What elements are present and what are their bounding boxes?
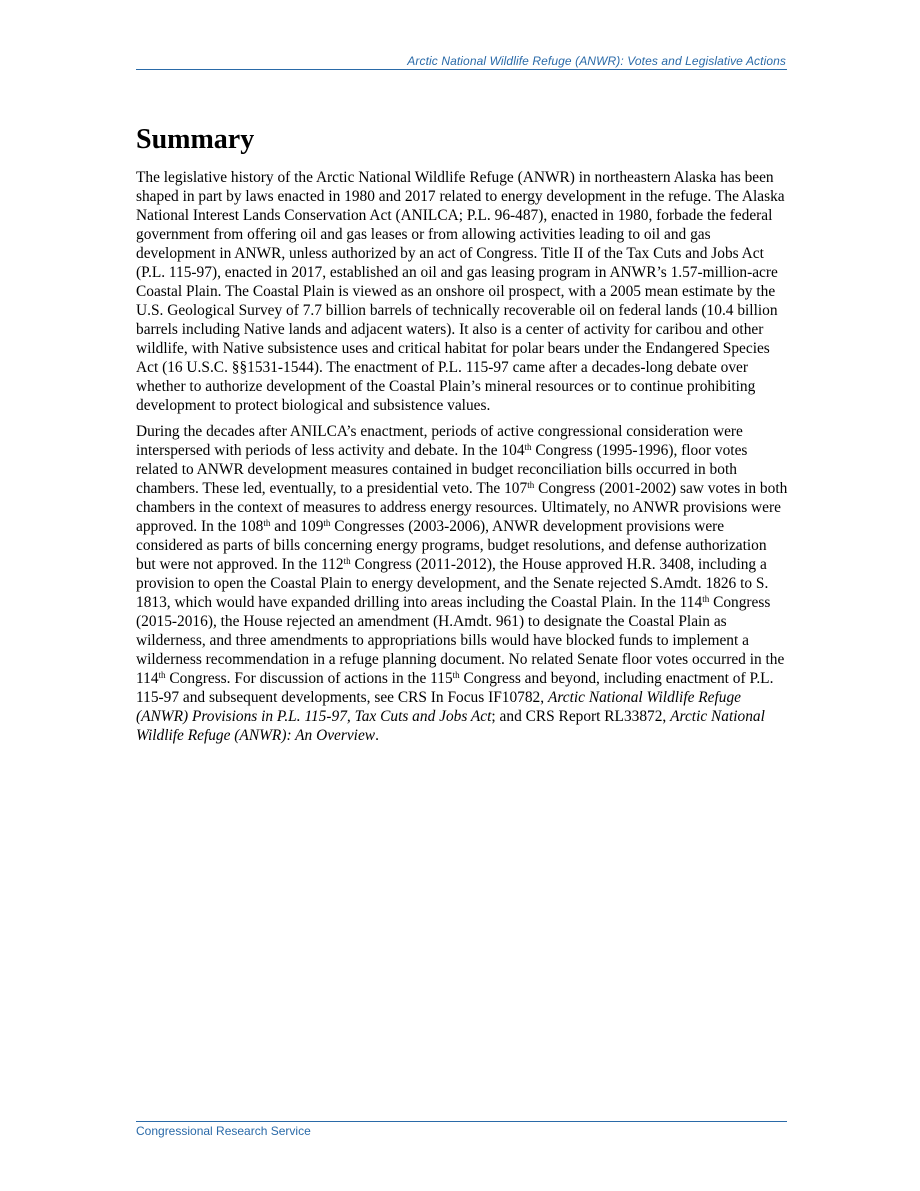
ordinal-superscript: th	[702, 594, 710, 604]
ordinal-superscript: th	[343, 556, 351, 566]
running-header: Arctic National Wildlife Refuge (ANWR): Votes and Legislative Actions	[407, 54, 786, 68]
ordinal-superscript: th	[527, 480, 535, 490]
ordinal-superscript: th	[323, 518, 331, 528]
header-divider	[136, 69, 787, 70]
footer-organization: Congressional Research Service	[136, 1124, 311, 1138]
summary-paragraph-2	[136, 422, 788, 745]
ordinal-superscript: th	[158, 670, 166, 680]
text-span: Congress (2001-2002) saw votes in both chambers in the context of measures to address energy resources. Ultimately, no ANWR provisions were approved. In the 108	[136, 480, 788, 535]
summary-body	[136, 168, 788, 752]
footer-divider	[136, 1121, 787, 1122]
ordinal-superscript: th	[263, 518, 271, 528]
text-span: Congress (1995-1996), floor votes related to ANWR development measures contained in budget reconciliation bills occurred in both chambers. These led, eventually, to a presidential veto. The 107	[136, 442, 748, 497]
text-span: Congress (2015-2016), the House rejected an amendment (H.Amdt. 961) to designate the Coastal Plain as wilderness, and three amendments to appropriations bills would have blocked funds to implement a wilderness recommendation in a refuge planning document. No related Senate floor votes occurred in the 114	[136, 594, 785, 687]
report-title-reference: Arctic National Wildlife Refuge (ANWR) Provisions in P.L. 115-97, Tax Cuts and Jobs Act	[136, 689, 742, 725]
text-span: Congress and beyond, including enactment of P.L. 115-97 and subsequent developments, see CRS In Focus IF10782,	[136, 670, 774, 706]
report-title-reference: Arctic National Wildlife Refuge (ANWR): An Overview	[136, 708, 765, 744]
summary-paragraph-1: The legislative history of the Arctic National Wildlife Refuge (ANWR) in northeastern Alaska has been shaped in part by laws enacted in 1980 and 2017 related to energy development in the refuge. The Alaska National Interest Lands Conservation Act (ANILCA; P.L. 96-487), enacted in 1980, forbade the federal government from offering oil and gas leases or from allowing activities leading to oil and gas development in ANWR, unless authorized by an act of Congress. Title II of the Tax Cuts and Jobs Act (P.L. 115-97), enacted in 2017, established an oil and gas leasing program in ANWR’s 1.57-million-acre Coastal Plain. The Coastal Plain is viewed as an onshore oil prospect, with a 2005 mean estimate by the U.S. Geological Survey of 7.7 billion barrels of technically recoverable oil on federal lands (10.4 billion barrels including Native lands and adjacent waters). It also is a center of activity for caribou and other wildlife, with Native subsistence uses and critical habitat for polar bears under the Endangered Species Act (16 U.S.C. §§1531-1544). The enactment of P.L. 115-97 came after a decades-long debate over whether to authorize development of the Coastal Plain’s mineral resources or to continue prohibiting development to protect biological and subsistence values.	[136, 169, 785, 414]
text-span: Congress (2011-2012), the House approved H.R. 3408, including a provision to open the Coastal Plain to energy development, and the Senate rejected S.Amdt. 1826 to S. 1813, which would have expanded drilling into areas including the Coastal Plain. In the 114	[136, 556, 769, 611]
ordinal-superscript: th	[452, 670, 460, 680]
text-span: and 109	[270, 518, 324, 535]
section-heading: Summary	[136, 124, 255, 155]
ordinal-superscript: th	[524, 442, 532, 452]
text-span: Congress. For discussion of actions in the 115	[165, 670, 453, 687]
text-span: ; and CRS Report RL33872,	[491, 708, 671, 725]
text-span: .	[375, 727, 379, 744]
text-span: During the decades after ANILCA’s enactment, periods of active congressional consideration were interspersed with periods of less activity and debate. In the 104	[136, 423, 743, 459]
text-span: Congresses (2003-2006), ANWR development provisions were considered as parts of bills concerning energy programs, budget resolutions, and defense authorization but were not approved. In the 112	[136, 518, 767, 573]
